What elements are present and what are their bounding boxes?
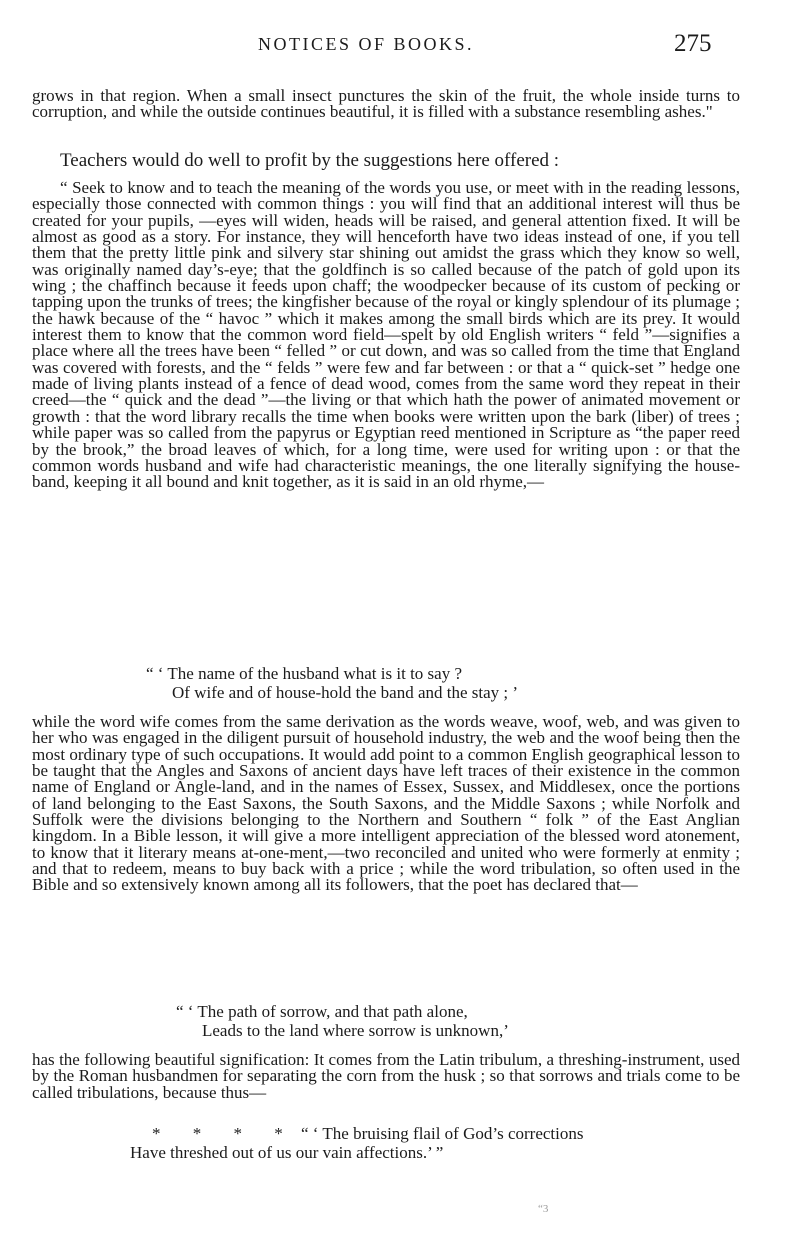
closing-line-1-text: “ ‘ The bruising flail of God’s corrections [301, 1124, 584, 1143]
paragraph-3 [32, 714, 740, 894]
paragraph-2 [32, 180, 740, 491]
rhyme-quote [146, 664, 518, 702]
page-number: 275 [674, 30, 712, 57]
closing-line-2: Have threshed out of us our vain affections.’ ” [130, 1143, 444, 1162]
paragraph-4-text: has the following beautiful signification: It comes from the Latin tribulum, a threshing-instrument, used by the Roman husbandmen for separating the corn from the husk ; so that sorrows and trials come to be called tribulations, because thus— [32, 1050, 740, 1102]
poem-line-2: Leads to the land where sorrow is unknown,’ [202, 1021, 509, 1040]
paragraph-1-text: grows in that region. When a small insect punctures the skin of the fruit, the whole inside turns to corruption, and while the outside continues beautiful, it is filled with a substance resembling ashes." [32, 86, 740, 122]
poem-line-1: “ ‘ The path of sorrow, and that path alone, [176, 1002, 468, 1021]
poem-quote [176, 1002, 509, 1040]
ellipsis-stars: * * * * [152, 1124, 297, 1143]
paragraph-1 [32, 88, 740, 121]
signature-mark: “3 [538, 1203, 549, 1215]
rhyme-line-1: “ ‘ The name of the husband what is it to say ? [146, 664, 462, 683]
paragraph-2-text: “ Seek to know and to teach the meaning of the words you use, or meet with in the reading lessons, especially those connected with common things : you will find that an additional interest will thus be created for your pupils, —eyes will widen, heads will be raised, and general attention fixed. It will be almost as good as a story. For instance, they will henceforth have two ideas instead of one, if you tell them that the pretty little pink and silvery star shining out amidst the grass which they know so well, was originally named day’s-eye; that the goldfinch is so called because of the patch of gold upon its wing ; the chaffinch because it feeds upon chaff; the woodpecker because of its custom of pecking or tapping upon the trunks of trees; the kingfisher because of the royal or kingly splendour of its plumage ; the hawk because of the “ havoc ” which it makes among the small birds which are its prey. It would interest them to know that the common word field—spelt by old English writers “ feld ”—signifies a place where all the trees have been “ felled ” or cut down, and was so called from the time that England was covered with forests, and the “ felds ” were few and far between : or that a “ quick-set ” hedge one made of living plants instead of a fence of dead wood, comes from the same word they repeat in their creed—the “ quick and the dead ”—the living or that which hath the power of animated movement or growth : that the word library recalls the time when books were written upon the bark (liber) of trees ; while paper was so called from the papyrus or Egyptian reed mentioned in Scripture as “the paper reed by the brook,” the broad leaves of which, for a long time, were used for writing upon : or that the common words husband and wife had characteristic meanings, the one literally signifying the house-band, keeping it all bound and knit together, as it is said in an old rhyme,— [32, 178, 740, 492]
closing-quote [130, 1124, 584, 1162]
closing-line-1 [152, 1124, 583, 1143]
paragraph-4 [32, 1052, 740, 1101]
lead-sentence: Teachers would do well to profit by the suggestions here offered : [60, 150, 560, 171]
rhyme-line-2: Of wife and of house-hold the band and the stay ; ’ [172, 683, 519, 702]
paragraph-3-text: while the word wife comes from the same derivation as the words weave, woof, web, and was given to her who was engaged in the diligent pursuit of household industry, the web and the woof being then the most ordinary type of such occupations. It would add point to a common English geographical lesson to be taught that the Angles and Saxons of ancient days have left traces of their existence in the common name of England or Angle-land, and in the names of Essex, Sussex, and Middlesex, once the portions of land belonging to the East Saxons, the South Saxons, and the Middle Saxons ; while Norfolk and Suffolk were the divisions belonging to the Northern and Southern “ folk ” of the East Anglian kingdom. In a Bible lesson, it will give a more intelligent appreciation of the blessed word atonement, to know that it literary means at-one-ment,—two reconciled and united who were formerly at enmity ; and that to redeem, means to buy back with a price ; while the word tribulation, so often used in the Bible and so extensively known among all its followers, that the poet has declared that— [32, 712, 740, 895]
running-title: NOTICES OF BOOKS. [258, 34, 475, 54]
